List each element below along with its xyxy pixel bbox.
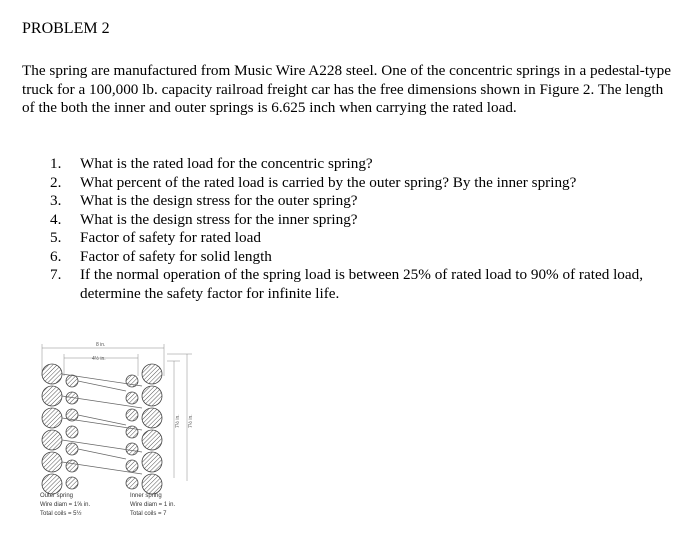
question-number: 7. xyxy=(50,266,62,283)
outer-spring-label: Outer spring xyxy=(40,493,74,499)
question-item xyxy=(50,266,682,303)
question-item xyxy=(50,211,682,230)
question-text: If the normal operation of the spring load is between 25% of rated load to 90% of rated load, determine the safety factor for infinite life. xyxy=(80,266,644,302)
question-text: What is the design stress for the inner spring? xyxy=(80,210,358,228)
question-item xyxy=(50,248,682,267)
question-text: Factor of safety for rated load xyxy=(80,229,261,246)
outer-spring-right xyxy=(142,364,162,494)
outer-spring-coils: Total coils = 5½ xyxy=(40,511,82,517)
inner-spring-coils: Total coils = 7 xyxy=(130,511,167,517)
dim-inner-label: 4½ in. xyxy=(92,356,106,362)
question-item xyxy=(50,174,682,193)
spring-figure xyxy=(22,336,222,531)
inner-spring-wire: Wire diam = 1 in. xyxy=(130,502,176,508)
problem-statement: The spring are manufactured from Music Wire A228 steel. One of the concentric springs in a pedestal-type truck for a 100,000 lb. capacity railroad freight car has the free dimensions shown in Figure 2. The length of the both the inner and outer springs is 6.625 inch when carrying the rated load. xyxy=(22,62,672,116)
problem-title: PROBLEM 2 xyxy=(22,20,110,37)
question-number: 1. xyxy=(50,155,62,172)
question-text: Factor of safety for solid length xyxy=(80,247,272,265)
dim-outer-label: 8 in. xyxy=(96,342,106,348)
helix-lines xyxy=(62,374,142,474)
outer-spring-wire: Wire diam = 1⅝ in. xyxy=(40,502,91,508)
inner-spring-label: Inner spring xyxy=(130,493,162,499)
question-item xyxy=(50,155,682,174)
question-item xyxy=(50,229,682,248)
outer-spring-caption xyxy=(40,492,90,519)
dim-height-2-label: 7½ in. xyxy=(188,414,194,428)
question-number: 4. xyxy=(50,210,62,228)
question-list xyxy=(50,155,682,303)
question-item xyxy=(50,192,682,211)
inner-spring-left xyxy=(66,375,78,489)
question-number: 2. xyxy=(50,173,62,191)
question-number: 3. xyxy=(50,192,62,209)
question-text: What is the design stress for the outer spring? xyxy=(80,192,358,209)
dim-height-1-label: 7½ in. xyxy=(175,414,181,428)
question-text: What percent of the rated load is carried by the outer spring? By the inner spring? xyxy=(80,173,577,191)
question-number: 5. xyxy=(50,229,62,246)
question-number: 6. xyxy=(50,247,62,265)
inner-spring-caption xyxy=(130,492,175,519)
outer-spring-left xyxy=(42,364,62,494)
question-text: What is the rated load for the concentric spring? xyxy=(80,155,373,172)
